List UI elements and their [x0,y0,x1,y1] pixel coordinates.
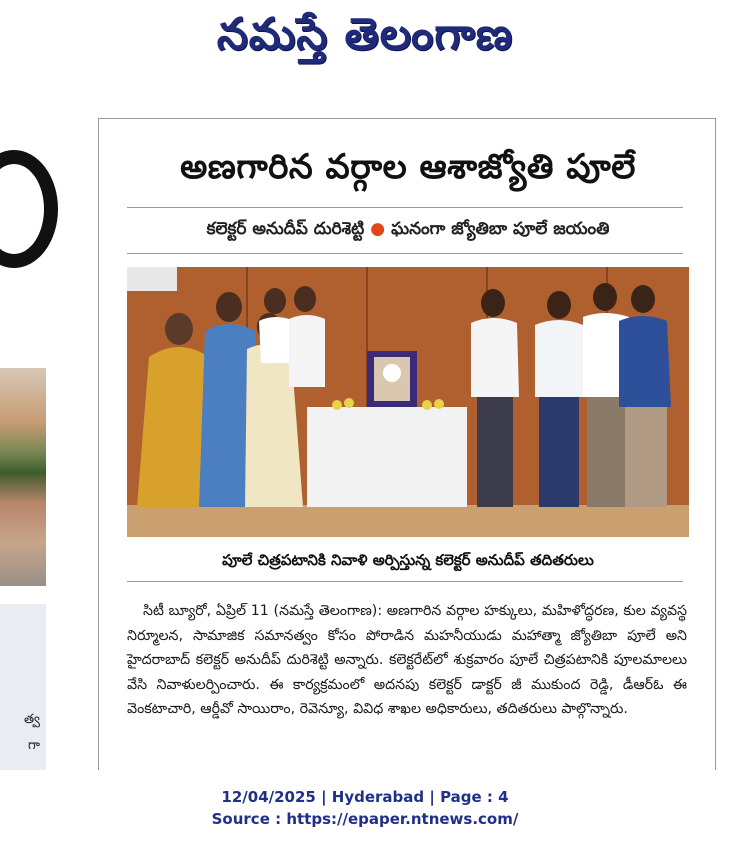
footer-source: Source : https://epaper.ntnews.com/ [211,810,519,828]
subdeck-rule [127,253,683,254]
adjacent-column-graphic [0,150,58,268]
photo-caption: పూలే చిత్రపటానికి నివాళి అర్పిస్తున్న కలెక్టర్ అనుదీప్ తదితరులు [222,551,594,569]
article-clipping [98,118,716,770]
footer-date-edition: 12/04/2025 | Hyderabad | Page : 4 [221,788,509,806]
caption-rule [127,581,683,582]
masthead [0,0,730,80]
adjacent-column-photo [0,368,46,586]
article-body [127,599,687,722]
article-headline: అణగారిన వర్గాల ఆశాజ్యోతి పూలే [180,147,636,187]
event-photo-illustration [127,267,689,537]
subdeck-left: కలెక్టర్ అనుదీప్ దురిశెట్టి [206,219,365,239]
bullet-icon: ● [370,219,386,239]
article-photo [127,267,689,537]
adjacent-text-line-2: గా [28,738,40,753]
adjacent-text-line-1: త్వ [23,712,40,727]
footer [0,786,730,830]
adjacent-column-text [0,604,46,770]
masthead-title: నమస్తే తెలంగాణ [216,9,514,60]
subdeck-right: ఘనంగా జ్యోతిబా పూలే జయంతి [391,219,610,239]
article-subdeck [99,219,717,243]
article-body-paragraph: సిటీ బ్యూరో, ఏప్రిల్ 11 (నమస్తే తెలంగాణ): అణగారిన వర్గాల హక్కులు, మహిళోద్ధరణ, కుల వ్యవస్థ నిర్మూలన, సామాజిక సమానత్వం కోసం పోరాడిన మహనీయుడు మహాత్మా జ్యోతిబా పూలే అని హైదరాబాద్ కలెక్టర్ అనుదీప్ దురిశెట్టి అన్నారు. కలెక్టరేట్‌లో శుక్రవారం పూలే చిత్రపటానికి పూలమాలలు వేసి నివాళులర్పించారు. ఈ కార్యక్రమంలో అదనపు కలెక్టర్ డాక్టర్ జీ ముకుంద రెడ్డి, డీఆర్ఓ ఈ వెంకటాచారి, ఆర్డీవో సాయిరాం, రెవెన్యూ, వివిధ శాఖల అధికారులు, తదితరులు పాల్గొన్నారు. [127,603,687,717]
headline-rule [127,207,683,208]
